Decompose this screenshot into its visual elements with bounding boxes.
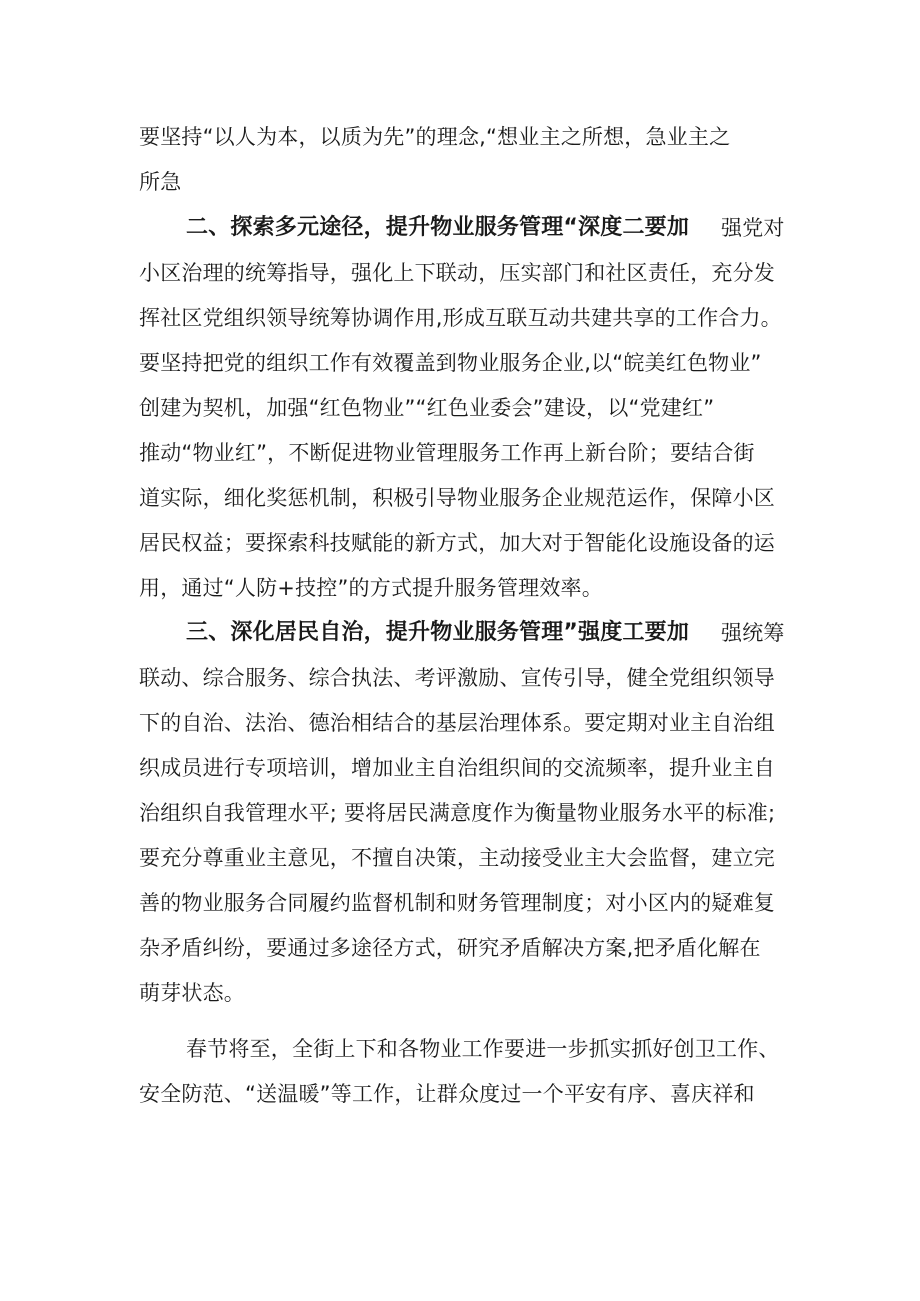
text-segment: 道实际，细化奖惩机制，积极引导物业服务企业规范运作，保障小区 (139, 486, 775, 510)
text-line (0, 656, 920, 700)
text-segment: 所急 (139, 170, 182, 194)
text-line (0, 296, 920, 340)
section-heading-2: 二、探索多元途径，提升物业服务管理“深度二要加 (186, 215, 690, 240)
text-line (0, 115, 920, 159)
text-segment: 下的自治、法治、德治相结合的基层治理体系。要定期对业主自治组 (139, 711, 775, 735)
text-line (0, 746, 920, 790)
text-segment: 春节将至，全街上下和各物业工作要进一步抓实抓好创卫工作、 (186, 1037, 780, 1061)
text-segment: 要充分尊重业主意见，不擅自决策，主动接受业主大会监督，建立完 (139, 846, 775, 870)
text-line (0, 476, 920, 520)
section-heading-3: 三、深化居民自治，提升物业服务管理”强度工要加 (186, 620, 690, 645)
text-segment: 挥社区党组织领导统筹协调作用,形成互联互动共建共享的工作合力。 (139, 306, 782, 330)
text-line (0, 521, 920, 565)
text-segment: 要坚持“以人为本，以质为先”的理念,“想业主之所想，急业主之 (139, 125, 731, 149)
text-segment: 萌芽状态。 (139, 981, 245, 1005)
text-segment: 善的物业服务合同履约监督机制和财务管理制度；对小区内的疑难复 (139, 891, 775, 915)
text-segment: 创建为契机，加强“红色物业”“红色业委会”建设，以“党建红” (139, 396, 715, 420)
text-line (0, 160, 920, 204)
text-segment: 强统筹 (721, 621, 785, 645)
text-segment: 织成员进行专项培训，增加业主自治组织间的交流频率，提升业主自 (139, 756, 775, 780)
text-line (0, 431, 920, 475)
text-segment: 联动、综合服务、综合执法、考评激励、宣传引导，健全党组织领导 (139, 666, 775, 690)
text-line (0, 791, 920, 835)
text-line (0, 341, 920, 385)
text-line (0, 251, 920, 295)
text-line (0, 971, 920, 1015)
text-line (0, 566, 920, 610)
text-segment: 推动“物业红”，不断促进物业管理服务工作再上新台阶；要结合街 (139, 441, 755, 465)
section-heading-line (0, 611, 920, 655)
text-line (0, 701, 920, 745)
text-segment: 杂矛盾纠纷，要通过多途径方式，研究矛盾解决方案,把矛盾化解在 (139, 936, 761, 960)
text-segment: 要坚持把党的组织工作有效覆盖到物业服务企业,以“皖美红色物业” (139, 351, 762, 375)
text-line (0, 1072, 920, 1116)
text-segment: 小区治理的统筹指导，强化上下联动，压实部门和社区责任，充分发 (139, 261, 775, 285)
text-segment: 强党对 (721, 216, 785, 240)
text-line (0, 926, 920, 970)
text-segment: 居民权益；要探索科技赋能的新方式，加大对于智能化设施设备的运 (139, 531, 775, 555)
text-line (0, 1027, 920, 1071)
text-segment: 安全防范、“送温暖”等工作，让群众度过一个平安有序、喜庆祥和 (139, 1082, 755, 1106)
text-line (0, 881, 920, 925)
text-segment: 治组织自我管理水平; 要将居民满意度作为衡量物业服务水平的标准; (139, 801, 776, 825)
section-heading-line (0, 206, 920, 250)
text-line (0, 386, 920, 430)
text-line (0, 836, 920, 880)
text-segment: 用，通过“人防+技控”的方式提升服务管理效率。 (139, 576, 603, 600)
